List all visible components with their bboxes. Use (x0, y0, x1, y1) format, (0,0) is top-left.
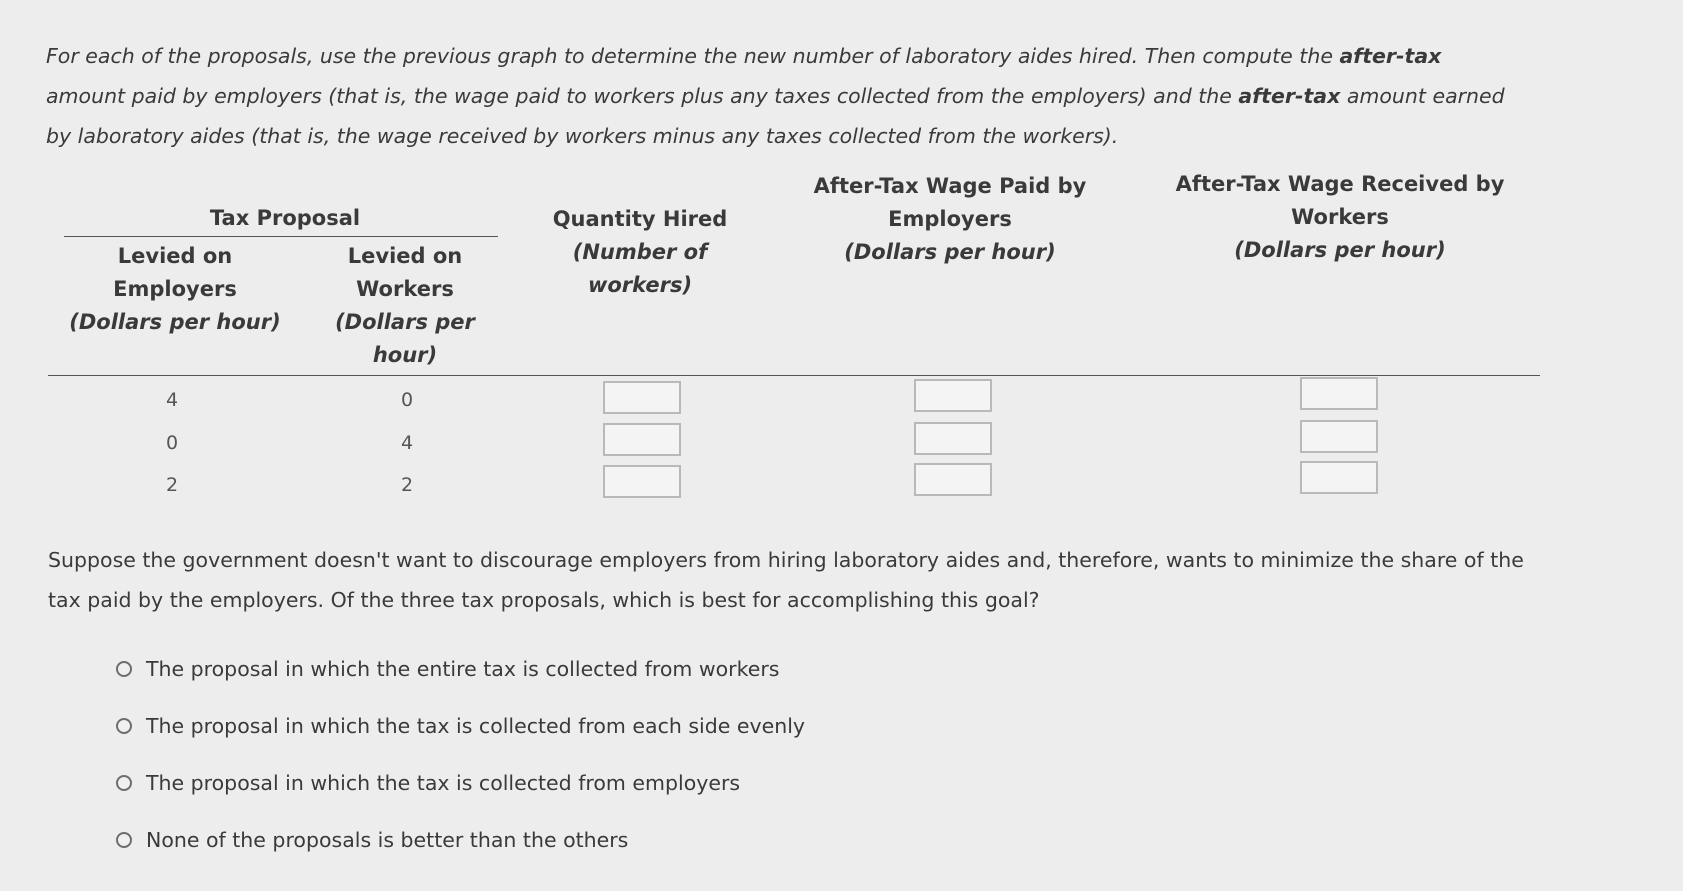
option-none[interactable] (116, 828, 628, 852)
row3-quantity-input[interactable] (603, 465, 681, 498)
radio-button[interactable] (116, 832, 132, 848)
row1-quantity-input[interactable] (603, 381, 681, 414)
option-employers[interactable] (116, 771, 740, 795)
row2-wage-paid-input[interactable] (914, 422, 992, 455)
radio-button[interactable] (116, 718, 132, 734)
intro-emphasis: after-tax (1238, 84, 1341, 108)
row3-employers-levy: 2 (165, 474, 179, 496)
wage-received-by-workers-header: After-Tax Wage Received by Workers (Dollars per hour) (1175, 172, 1505, 262)
question-text: Suppose the government doesn't want to discourage employers from hiring laboratory aides and, therefore, wants to minimize the share of the tax paid by the employers. Of the three tax proposals, which is best for accomplishing this goal? (48, 548, 1524, 612)
row3-wage-paid-input[interactable] (914, 463, 992, 496)
row1-employers-levy: 4 (165, 389, 179, 411)
row3-wage-received-input[interactable] (1300, 461, 1378, 494)
intro-text: For each of the proposals, use the previous graph to determine the new number of laboratory aides hired. Then compute the (46, 44, 1340, 68)
row1-wage-paid-input[interactable] (914, 379, 992, 412)
intro-text: amount earned by laboratory aides (that is, the wage received by workers minus any taxes collected from the workers). (46, 84, 1505, 148)
header-bottom-rule (48, 375, 1540, 376)
levied-on-workers-header: Levied on Workers (Dollars per hour) (335, 244, 475, 367)
option-label: The proposal in which the tax is collected from each side evenly (146, 714, 806, 738)
intro-emphasis: after-tax (1339, 44, 1442, 68)
row2-quantity-input[interactable] (603, 423, 681, 456)
tax-proposal-header: Tax Proposal (209, 206, 361, 230)
wage-paid-by-employers-header: After-Tax Wage Paid by Employers (Dollars per hour) (813, 174, 1087, 264)
group-header-rule (64, 236, 498, 237)
row2-employers-levy: 0 (165, 432, 179, 454)
option-evenly[interactable] (116, 714, 805, 738)
row3-workers-levy: 2 (400, 474, 414, 496)
intro-text: amount paid by employers (that is, the wage paid to workers plus any taxes collected from the employers) and the (46, 84, 1239, 108)
option-workers[interactable] (116, 657, 779, 681)
radio-button[interactable] (116, 775, 132, 791)
levied-on-employers-header: Levied on Employers (Dollars per hour) (69, 244, 281, 334)
row2-wage-received-input[interactable] (1300, 420, 1378, 453)
radio-button[interactable] (116, 661, 132, 677)
option-label: The proposal in which the tax is collected from employers (146, 771, 741, 795)
option-label: The proposal in which the entire tax is collected from workers (146, 657, 780, 681)
instructions-paragraph (46, 36, 1526, 156)
row2-workers-levy: 4 (400, 432, 414, 454)
row1-wage-received-input[interactable] (1300, 377, 1378, 410)
quantity-hired-header: Quantity Hired (Number of workers) (552, 207, 728, 297)
row1-workers-levy: 0 (400, 389, 414, 411)
option-label: None of the proposals is better than the others (146, 828, 629, 852)
